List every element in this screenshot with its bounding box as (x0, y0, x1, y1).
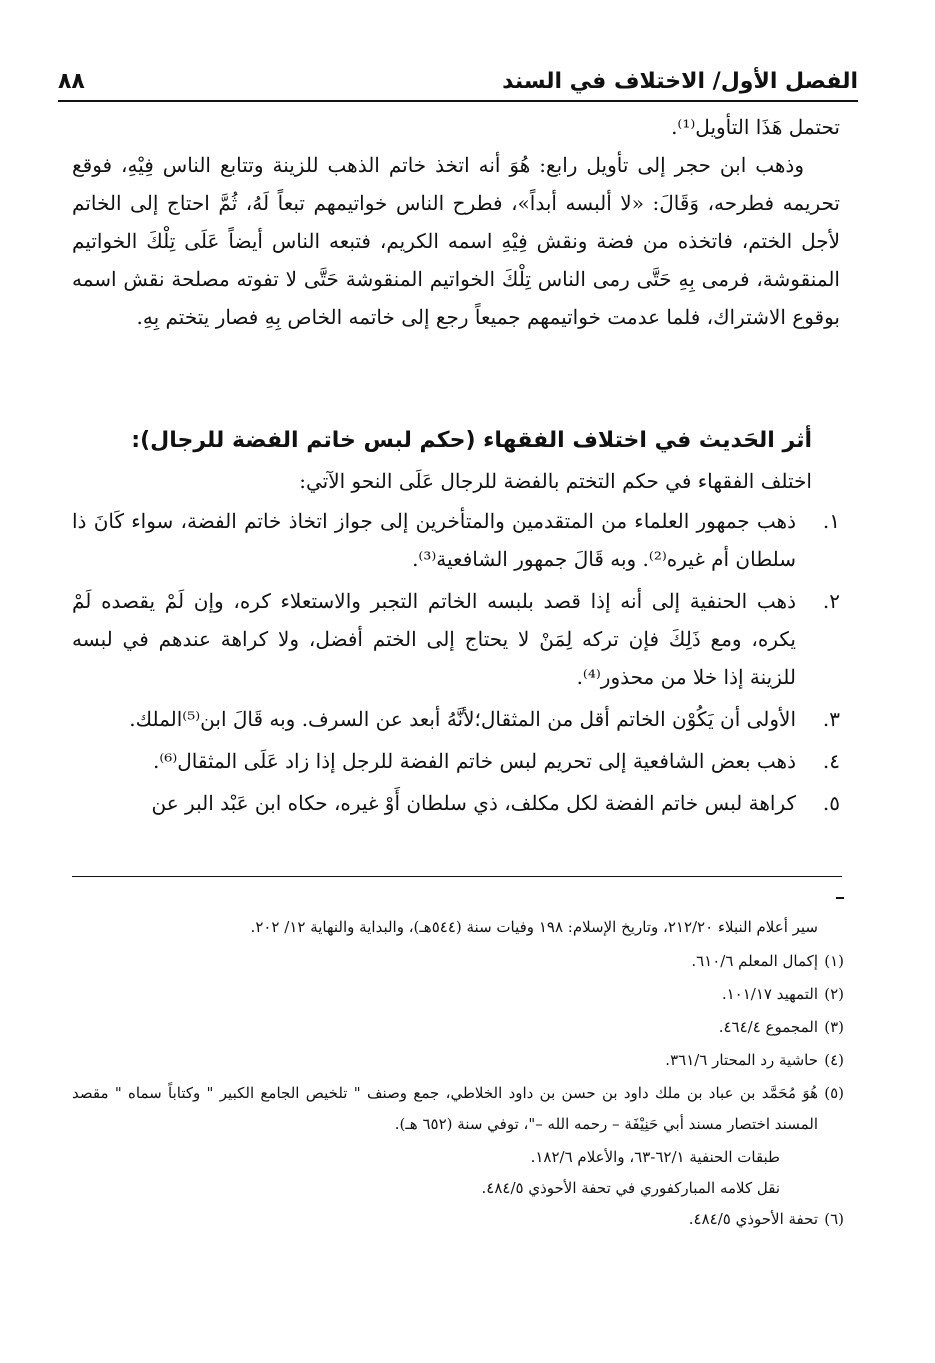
opinion-text: كراهة لبس خاتم الفضة لكل مكلف، ذي سلطان أَوْ غيره، حكاه ابن عَبْد البر عن (151, 791, 796, 815)
footnote-number: (٥) (824, 1084, 844, 1102)
footnote (72, 1204, 844, 1235)
opinions-list (72, 502, 840, 826)
footnote-number: (١) (824, 952, 844, 970)
opinion-text: الأولى أن يَكُوْن الخاتم أقل من المثقال؛لأنَّهُ أبعد عن السرف. وبه قَالَ ابن⁽⁵⁾الملك. (129, 707, 796, 731)
opinion-number: ٤. (822, 749, 840, 773)
opinion-item (72, 700, 840, 738)
paragraph-1: تحتمل هَذَا التأويل⁽¹⁾. (671, 115, 840, 139)
section-heading: أثر الحَديث في اختلاف الفقهاء (حكم لبس خاتم الفضة للرجال): (131, 428, 812, 453)
footnote-sub-line: طبقات الحنفية ٦٢/١-٦٣، والأعلام ١٨٢/٦. (530, 1148, 780, 1166)
footnote-number: (٦) (824, 1210, 844, 1228)
footnote-sub-line: نقل كلامه المباركفوري في تحفة الأحوذي ٤٨٤/٥. (481, 1179, 780, 1197)
footnote (72, 1012, 844, 1043)
footnote (72, 1045, 844, 1076)
footnote (72, 979, 844, 1010)
section-intro: اختلف الفقهاء في حكم التختم بالفضة للرجال عَلَى النحو الآتي: (299, 469, 812, 493)
main-text (72, 108, 840, 336)
running-header (58, 56, 858, 102)
footnote-text: تحفة الأحوذي ٤٨٤/٥. (688, 1210, 818, 1228)
footnote (72, 1078, 844, 1140)
opinion-text: ذهب الحنفية إلى أنه إذا قصد بلبسه الخاتم التجبر والاستعلاء كره، وإن لَمْ يقصده لَمْ يكره، ومع ذَلِكَ فإن تركه لِمَنْ لا يحتاج إلى الختم أفضل، ولا كراهة عندهم في لبسه للزينة إذا خلا من محذور⁽⁴⁾. (72, 589, 796, 689)
opinion-item (72, 742, 840, 780)
footnotes (72, 912, 844, 1237)
page-number: ٨٨ (58, 69, 85, 94)
footnote-number: (٣) (824, 1018, 844, 1036)
footnote-text: التمهيد ١٠١/١٧. (721, 985, 818, 1003)
opinion-item (72, 502, 840, 578)
opinion-number: ٢. (822, 589, 840, 613)
footnote-separator (72, 876, 842, 877)
opinion-item (72, 582, 840, 696)
opinion-number: ١. (822, 509, 840, 533)
footnote-text: المجموع ٤٦٤/٤. (718, 1018, 818, 1036)
paragraph-2: وذهب ابن حجر إلى تأويل رابع: هُوَ أنه اتخذ خاتم الذهب للزينة وتتابع الناس فِيْهِ، فوقع تحريمه فطرحه، وَقَالَ: «لا ألبسه أبداً»، فطرح الناس خواتيمهم تبعاً لَهُ، ثُمَّ احتاج إلى الخاتم لأجل الختم، فاتخذه من فضة ونقش فِيْهِ اسمه الكريم، فتبعه الناس أيضاً عَلَى تِلْكَ الخواتيم المنقوشة، فرمى بِهِ حَتَّى رمى الناس تِلْكَ الخواتيم المنقوشة حَتَّى لا تفوته مصلحة نقش اسمه بوقوع الاشتراك، فلما عدمت خواتيمهم جميعاً رجع إلى خاتمه الخاص بِهِ فصار يتختم بِهِ. (72, 153, 840, 329)
footnote-number: (٢) (824, 985, 844, 1003)
footnote-text: إكمال المعلم ٦١٠/٦. (691, 952, 818, 970)
opinion-text: ذهب جمهور العلماء من المتقدمين والمتأخرين إلى جواز اتخاذ خاتم الفضة، سواء كَانَ ذا سلطان أم غيره⁽²⁾. وبه قَالَ جمهور الشافعية⁽³⁾. (72, 509, 796, 571)
opinion-text: ذهب بعض الشافعية إلى تحريم لبس خاتم الفضة للرجل إذا زاد عَلَى المثقال⁽⁶⁾. (153, 749, 796, 773)
footnote-continuation-mark (836, 897, 844, 899)
opinion-item (72, 784, 840, 822)
footnote-text: حاشية رد المحتار ٣٦١/٦. (665, 1051, 818, 1069)
chapter-title: الفصل الأول/ الاختلاف في السند (502, 69, 858, 94)
footnote (72, 946, 844, 977)
footnote-continuation: سير أعلام النبلاء ٢١٢/٢٠، وتاريخ الإسلام: ١٩٨ وفيات سنة (٥٤٤هـ)، والبداية والنهاية ١٢/ ٢٠٢. (250, 918, 818, 936)
footnote-text: هُوَ مُحَمَّد بن عباد بن ملك داود بن حسن بن داود الخلاطي، جمع وصنف " تلخيص الجامع الكبير " وكتاباً سماه " مقصد المسند اختصار مسند أبي حَنِيْفَة – رحمه الله –"، توفي سنة (٦٥٢ هـ). (72, 1084, 818, 1133)
opinion-number: ٣. (822, 707, 840, 731)
footnote-number: (٤) (824, 1051, 844, 1069)
opinion-number: ٥. (822, 791, 840, 815)
